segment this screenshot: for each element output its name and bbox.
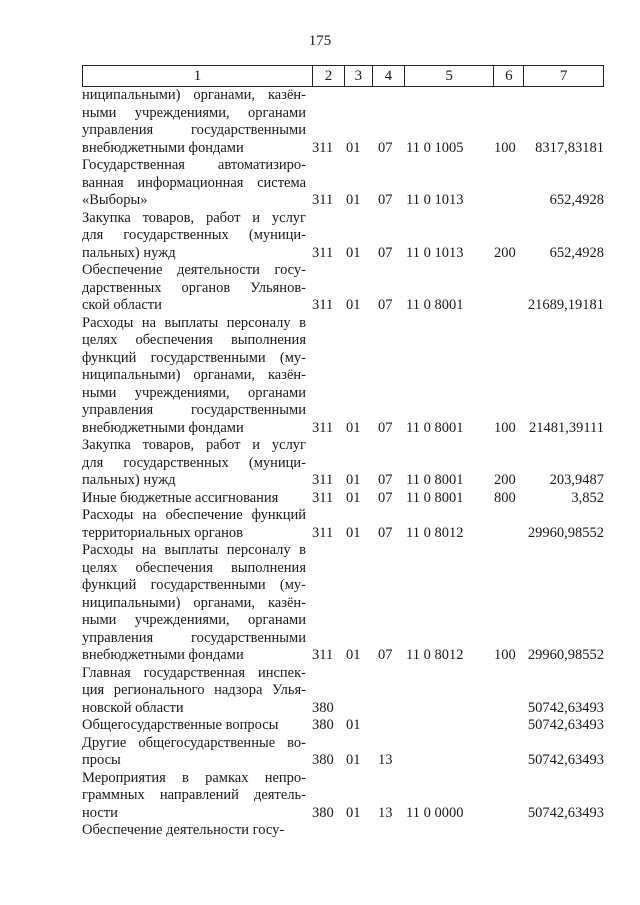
table-row bbox=[82, 717, 604, 735]
row-name-line: управления государственными bbox=[82, 629, 306, 646]
row-section-code: 01 bbox=[346, 752, 361, 768]
table-row bbox=[82, 665, 604, 718]
row-name bbox=[82, 665, 312, 718]
row-admin-code: 311 bbox=[312, 244, 334, 261]
row-amount: 652,4928 bbox=[549, 244, 604, 261]
row-admin-code: 311 bbox=[312, 472, 334, 488]
row-name-line: Иные бюджетные ассигнования bbox=[82, 489, 279, 506]
row-admin-code: 380 bbox=[312, 752, 334, 768]
row-name-line: ция регионального надзора Улья- bbox=[82, 682, 306, 698]
row-name bbox=[82, 822, 312, 840]
row-section-code: 01 bbox=[346, 489, 361, 506]
row-subsection-code: 07 bbox=[378, 489, 393, 506]
row-name-line: Государственная автоматизиро- bbox=[82, 157, 306, 173]
table-row bbox=[82, 157, 604, 210]
row-subsection-code: 13 bbox=[378, 752, 393, 768]
row-target-code: 11 0 8001 bbox=[406, 472, 464, 488]
row-name bbox=[82, 157, 312, 210]
row-admin-code: 311 bbox=[312, 647, 334, 663]
row-amount: 50742,63493 bbox=[527, 752, 604, 768]
row-target-code: 11 0 1013 bbox=[406, 244, 464, 261]
row-subsection-code: 07 bbox=[378, 419, 393, 436]
header-col-4: 4 bbox=[372, 66, 404, 86]
row-name-line: внебюджетными фондами bbox=[82, 139, 244, 156]
row-subsection-code: 07 bbox=[378, 472, 393, 488]
header-col-5: 5 bbox=[404, 66, 494, 86]
row-target-code: 11 0 8001 bbox=[406, 419, 464, 436]
row-target-code: 11 0 1013 bbox=[406, 192, 464, 208]
row-target-code: 11 0 8012 bbox=[406, 524, 464, 541]
row-section-code: 01 bbox=[346, 472, 361, 488]
row-name-line: «Выборы» bbox=[82, 192, 148, 208]
row-section-code: 01 bbox=[346, 647, 361, 663]
row-name bbox=[82, 507, 312, 542]
row-name-line: для государственных (муници- bbox=[82, 227, 306, 243]
row-admin-code: 380 bbox=[312, 804, 334, 821]
row-subsection-code: 13 bbox=[378, 804, 393, 821]
row-expense-type: 100 bbox=[494, 647, 516, 663]
row-admin-code: 311 bbox=[312, 419, 334, 436]
row-name-line: внебюджетными фондами bbox=[82, 647, 244, 663]
row-name-line: ниципальными) органами, казён- bbox=[82, 367, 306, 383]
row-amount: 21689,19181 bbox=[527, 297, 604, 313]
row-name bbox=[82, 315, 312, 438]
row-name bbox=[82, 262, 312, 315]
row-target-code: 11 0 8012 bbox=[406, 647, 464, 663]
row-section-code: 01 bbox=[346, 419, 361, 436]
row-section-code: 01 bbox=[346, 804, 361, 821]
row-section-code: 01 bbox=[346, 139, 361, 156]
row-name-line: ской области bbox=[82, 297, 162, 313]
row-amount: 50742,63493 bbox=[527, 699, 604, 716]
row-name-line: целях обеспечения выполнения bbox=[82, 332, 306, 348]
row-name-line: Другие общегосударственные во- bbox=[82, 734, 306, 751]
row-name-line: ными учреждениями, органами bbox=[82, 104, 306, 121]
row-amount: 50742,63493 bbox=[527, 717, 604, 733]
row-name-line: просы bbox=[82, 752, 121, 768]
row-amount: 652,4928 bbox=[549, 192, 604, 208]
row-name-line: функций государственными (му- bbox=[82, 349, 306, 366]
row-expense-type: 100 bbox=[494, 139, 516, 156]
table-row bbox=[82, 315, 604, 438]
table-row bbox=[82, 437, 604, 490]
row-name-line: Главная государственная инспек- bbox=[82, 664, 306, 681]
row-name-line: новской области bbox=[82, 699, 184, 716]
row-target-code: 11 0 8001 bbox=[406, 489, 464, 506]
row-subsection-code: 07 bbox=[378, 139, 393, 156]
row-section-code: 01 bbox=[346, 297, 361, 313]
row-name-line: Обеспечение деятельности госу- bbox=[82, 262, 306, 278]
row-subsection-code: 07 bbox=[378, 297, 393, 313]
row-section-code: 01 bbox=[346, 717, 361, 733]
table-body bbox=[82, 87, 604, 840]
header-col-7: 7 bbox=[523, 66, 603, 86]
row-name-line: граммных направлений деятель- bbox=[82, 787, 306, 803]
row-name-line: Расходы на обеспечение функций bbox=[82, 507, 306, 523]
table-header bbox=[82, 65, 604, 87]
row-admin-code: 311 bbox=[312, 489, 334, 506]
row-name bbox=[82, 735, 312, 770]
row-name-line: Мероприятия в рамках непро- bbox=[82, 769, 306, 786]
row-admin-code: 380 bbox=[312, 717, 334, 733]
row-name-line: ниципальными) органами, казён- bbox=[82, 87, 306, 103]
row-target-code: 11 0 1005 bbox=[406, 139, 464, 156]
row-name bbox=[82, 490, 312, 508]
row-name-line: Закупка товаров, работ и услуг bbox=[82, 437, 306, 453]
header-col-3: 3 bbox=[344, 66, 372, 86]
row-name-line: Обеспечение деятельности госу- bbox=[82, 822, 285, 838]
table-row bbox=[82, 262, 604, 315]
row-amount: 50742,63493 bbox=[527, 804, 604, 821]
row-amount: 8317,83181 bbox=[535, 139, 604, 156]
row-admin-code: 380 bbox=[312, 699, 334, 716]
row-amount: 203,9487 bbox=[549, 472, 604, 488]
row-name-line: пальных) нужд bbox=[82, 472, 176, 488]
row-name-line: ности bbox=[82, 804, 118, 821]
table-row bbox=[82, 770, 604, 823]
row-name-line: Общегосударственные вопросы bbox=[82, 717, 279, 733]
table-row bbox=[82, 87, 604, 157]
row-name-line: Расходы на выплаты персоналу в bbox=[82, 542, 306, 558]
row-amount: 29960,98552 bbox=[527, 647, 604, 663]
row-admin-code: 311 bbox=[312, 192, 334, 208]
table-row bbox=[82, 822, 604, 840]
row-name-line: управления государственными bbox=[82, 122, 306, 138]
header-col-1: 1 bbox=[193, 68, 202, 84]
row-name-line: внебюджетными фондами bbox=[82, 419, 244, 436]
table-row bbox=[82, 507, 604, 542]
row-name-line: ными учреждениями, органами bbox=[82, 612, 306, 628]
row-amount: 21481,39111 bbox=[528, 419, 604, 436]
header-col-2: 2 bbox=[312, 66, 344, 86]
row-expense-type: 100 bbox=[494, 419, 516, 436]
row-name bbox=[82, 210, 312, 263]
row-expense-type: 800 bbox=[494, 489, 516, 506]
row-name-line: ниципальными) органами, казён- bbox=[82, 594, 306, 611]
budget-table bbox=[82, 65, 604, 840]
row-admin-code: 311 bbox=[312, 139, 334, 156]
row-section-code: 01 bbox=[346, 192, 361, 208]
row-name-line: Расходы на выплаты персоналу в bbox=[82, 314, 306, 331]
row-section-code: 01 bbox=[346, 244, 361, 261]
row-amount: 29960,98552 bbox=[527, 524, 604, 541]
row-name-line: для государственных (муници- bbox=[82, 454, 306, 471]
row-name-line: управления государственными bbox=[82, 402, 306, 418]
row-expense-type: 200 bbox=[494, 472, 516, 488]
row-name bbox=[82, 542, 312, 665]
table-row bbox=[82, 735, 604, 770]
table-row bbox=[82, 210, 604, 263]
row-name-line: функций государственными (му- bbox=[82, 577, 306, 593]
row-name-line: целях обеспечения выполнения bbox=[82, 559, 306, 576]
row-subsection-code: 07 bbox=[378, 244, 393, 261]
row-name-line: ванная информационная система bbox=[82, 174, 306, 191]
row-name bbox=[82, 717, 312, 735]
row-amount: 3,852 bbox=[571, 489, 604, 506]
row-name bbox=[82, 437, 312, 490]
row-admin-code: 311 bbox=[312, 524, 334, 541]
row-name-line: Закупка товаров, работ и услуг bbox=[82, 209, 306, 226]
row-target-code: 11 0 8001 bbox=[406, 297, 464, 313]
row-name-line: пальных) нужд bbox=[82, 244, 176, 261]
row-name bbox=[82, 770, 312, 823]
header-col-6: 6 bbox=[493, 66, 523, 86]
table-row bbox=[82, 542, 604, 665]
row-expense-type: 200 bbox=[494, 244, 516, 261]
row-name bbox=[82, 87, 312, 157]
row-subsection-code: 07 bbox=[378, 647, 393, 663]
row-name-line: дарственных органов Ульянов- bbox=[82, 279, 306, 296]
table-row bbox=[82, 490, 604, 508]
row-name-line: территориальных органов bbox=[82, 524, 243, 541]
page-number: 175 bbox=[308, 33, 332, 49]
row-admin-code: 311 bbox=[312, 297, 334, 313]
row-section-code: 01 bbox=[346, 524, 361, 541]
row-subsection-code: 07 bbox=[378, 192, 393, 208]
row-name-line: ными учреждениями, органами bbox=[82, 384, 306, 401]
row-subsection-code: 07 bbox=[378, 524, 393, 541]
row-target-code: 11 0 0000 bbox=[406, 804, 464, 821]
